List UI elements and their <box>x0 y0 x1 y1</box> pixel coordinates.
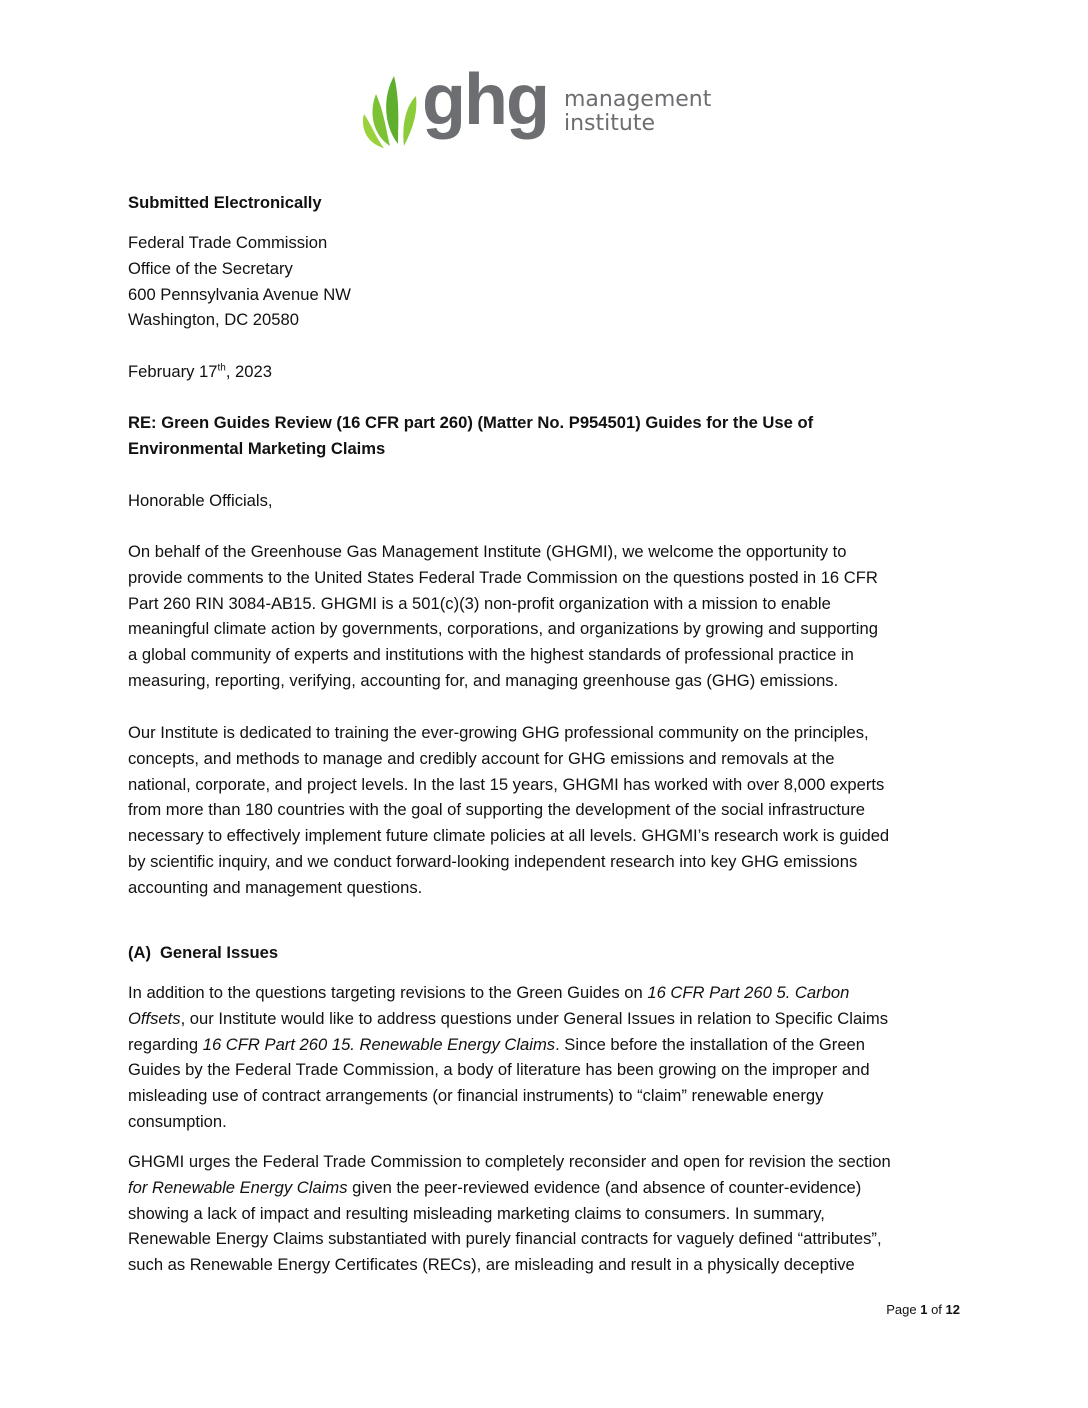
citation-italic: 16 CFR Part 260 5. Carbon <box>647 983 850 1002</box>
paragraph-line: measuring, reporting, verifying, accounting for, and managing greenhouse gas (GHG) emissions. <box>128 670 839 690</box>
text-run: regarding <box>128 1034 203 1054</box>
submission-label: Submitted Electronically <box>128 193 322 212</box>
section-marker: (A) <box>128 943 152 962</box>
citation-italic: for Renewable Energy Claims <box>128 1177 348 1197</box>
ghg-logo <box>358 60 738 158</box>
paragraph-line: On behalf of the Greenhouse Gas Management Institute (GHGMI), we welcome the opportunity to <box>128 542 847 561</box>
paragraph-line: Renewable Energy Claims substantiated with purely financial contracts for vaguely defined “attributes”, <box>128 1229 882 1249</box>
text-run: given the peer-reviewed evidence (and absence of counter-evidence) <box>347 1177 862 1197</box>
paragraph-line: Our Institute is dedicated to training the ever-growing GHG professional community on the principles, <box>128 723 869 742</box>
paragraph-line: GHGMI urges the Federal Trade Commission to completely reconsider and open for revision the section <box>128 1152 891 1171</box>
paragraph-line: consumption. <box>128 1111 227 1131</box>
paragraph-line <box>128 980 968 1006</box>
paragraph-line: national, corporate, and project levels. In the last 15 years, GHGMI has worked with over 8,000 experts <box>128 774 885 794</box>
paragraph-line: necessary to effectively implement future climate policies at all levels. GHGMI’s research work is guided <box>128 826 890 846</box>
paragraph-intro <box>128 539 968 694</box>
text-run: , our Institute would like to address questions under General Issues in relation to Specific Claims <box>180 1008 889 1028</box>
page-word: Page <box>886 1302 917 1317</box>
citation-italic: 16 CFR Part 260 15. Renewable Energy Claims <box>202 1034 556 1054</box>
page-number <box>886 1302 960 1317</box>
paragraph-line: concepts, and methods to manage and credibly account for GHG emissions and removals at the <box>128 748 835 768</box>
logo-ghg-text: ghg <box>422 60 548 140</box>
date-month-day: February 17 <box>128 362 218 381</box>
address-line: Office of the Secretary <box>128 258 293 278</box>
current-page: 1 <box>920 1302 928 1317</box>
recipient-address <box>128 230 968 333</box>
paragraph-institute <box>128 720 968 901</box>
citation-italic: Offsets <box>128 1008 181 1028</box>
address-line: 600 Pennsylvania Avenue NW <box>128 284 351 304</box>
paragraph-line <box>128 1032 968 1058</box>
logo-line-institute: institute <box>564 111 655 136</box>
logo-subtitle <box>564 88 711 136</box>
subject-line-text: Environmental Marketing Claims <box>128 438 386 458</box>
paragraph-general-issues <box>128 980 968 1135</box>
paragraph-line: accounting and management questions. <box>128 877 423 897</box>
text-run: In addition to the questions targeting revisions to the Green Guides on <box>128 983 648 1002</box>
subject-line <box>128 410 968 462</box>
address-line: Washington, DC 20580 <box>128 310 299 330</box>
total-pages: 12 <box>945 1302 960 1317</box>
paragraph-line: provide comments to the United States Federal Trade Commission on the questions posted in 16 CFR <box>128 567 878 587</box>
paragraph-line: by scientific inquiry, and we conduct forward-looking independent research into key GHG emissions <box>128 851 858 871</box>
paragraph-line <box>128 1175 968 1201</box>
logo-line-management: management <box>564 87 712 112</box>
paragraph-line: such as Renewable Energy Certificates (RECs), are misleading and result in a physically deceptive <box>128 1255 855 1275</box>
address-line: Federal Trade Commission <box>128 233 328 252</box>
paragraph-line <box>128 1006 968 1032</box>
paragraph-line: Guides by the Federal Trade Commission, a body of literature has been growing on the improper and <box>128 1060 870 1080</box>
paragraph-line: showing a lack of impact and resulting misleading marketing claims to consumers. In summary, <box>128 1203 825 1223</box>
paragraph-line: Part 260 RIN 3084-AB15. GHGMI is a 501(c)(3) non-profit organization with a mission to enable <box>128 593 831 613</box>
text-run: . Since before the installation of the Green <box>555 1034 866 1054</box>
subject-line-text: RE: Green Guides Review (16 CFR part 260) (Matter No. P954501) Guides for the Use of <box>128 413 814 432</box>
of-word: of <box>931 1302 942 1317</box>
leaf-icon <box>358 74 424 152</box>
paragraph-line: from more than 180 countries with the goal of supporting the development of the social infrastructure <box>128 800 865 820</box>
date-ordinal: th <box>217 362 226 374</box>
paragraph-recommendation <box>128 1149 968 1278</box>
paragraph-line: misleading use of contract arrangements (or financial instruments) to “claim” renewable energy <box>128 1086 824 1106</box>
section-title: General Issues <box>160 943 279 962</box>
paragraph-line: meaningful climate action by governments, corporations, and organizations by growing and supporting <box>128 619 878 639</box>
date-year: , 2023 <box>225 362 272 381</box>
paragraph-line: a global community of experts and institutions with the highest standards of professional practice in <box>128 645 854 665</box>
section-heading <box>128 940 968 966</box>
letter-date <box>128 359 968 385</box>
salutation: Honorable Officials, <box>128 491 273 510</box>
